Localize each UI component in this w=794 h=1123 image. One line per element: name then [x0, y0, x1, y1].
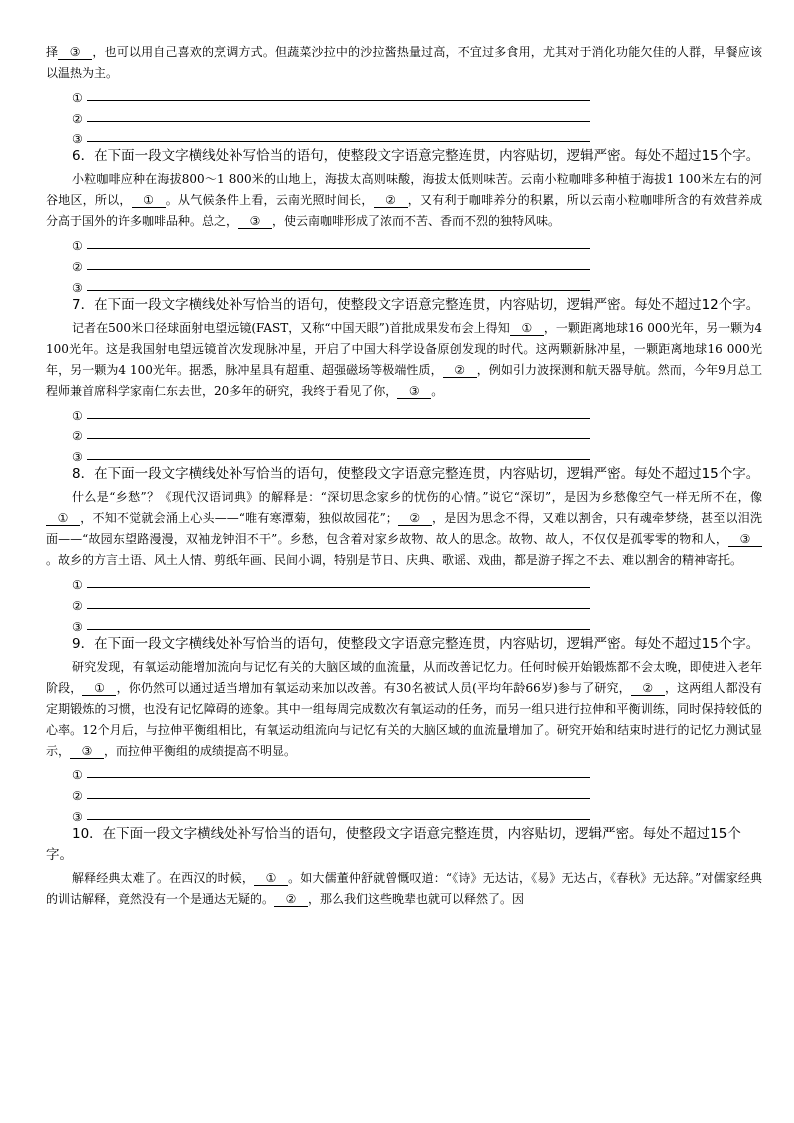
blank-3[interactable]: ③ — [397, 384, 431, 399]
answer-line-1[interactable]: ① — [46, 84, 762, 105]
blank-3[interactable]: ③ — [728, 532, 762, 547]
question-9-prompt: 9．在下面一段文字横线处补写恰当的语句，使整段文字语意完整连贯，内容贴切，逻辑严密。每处不超过15个字。 — [72, 635, 760, 652]
answer-line-3[interactable]: ③ — [46, 443, 762, 464]
blank-3[interactable]: ③ — [238, 214, 272, 229]
blank-1[interactable]: ① — [82, 681, 116, 696]
blank-1[interactable]: ① — [510, 321, 544, 336]
blank-1[interactable]: ① — [254, 871, 288, 886]
answer-line-3[interactable]: ③ — [46, 274, 762, 295]
blank-2[interactable]: ② — [274, 892, 308, 907]
question-10-prompt: 10．在下面一段文字横线处补写恰当的语句，使整段文字语意完整连贯，内容贴切，逻辑严密。每处不超过15个字。 — [46, 825, 741, 863]
answer-line-2[interactable]: ② — [46, 782, 762, 803]
answer-line-1[interactable]: ① — [46, 232, 762, 253]
blank-1[interactable]: ① — [132, 193, 166, 208]
question-6-prompt: 6．在下面一段文字横线处补写恰当的语句，使整段文字语意完整连贯，内容贴切，逻辑严密。每处不超过15个字。 — [72, 148, 760, 165]
answer-line-2[interactable]: ② — [46, 592, 762, 613]
intro-paragraph: 择 ③ ，也可以用自己喜欢的烹调方式。但蔬菜沙拉中的沙拉酱热量过高，不宜过多食用，尤其对于消化功能欠佳的人群，早餐应该以温热为主。 — [46, 45, 762, 80]
answer-line-3[interactable]: ③ — [46, 803, 762, 824]
answer-line-2[interactable]: ② — [46, 253, 762, 274]
question-7-passage: 记者在500米口径球面射电望远镜(FAST，又称“中国天眼”)首批成果发布会上得知 ① ，一颗距离地球16 000光年，另一颗为4 100光年。这是我国射电望远镜首次发现脉冲星，开启了中国大科学设备原创发现的时代。这两颗新脉冲星，一颗距离地球16 000光年，另一颗为4 100光年。据悉，脉冲星具有超重、超强磁场等极端性质， ② ，例如引力波探测和航天器导航。然而，今年9月总工程师兼首席科学家南仁东去世，20多年的研究，我终于看见了你， ③ 。 — [46, 320, 763, 398]
answer-line-2[interactable]: ② — [46, 423, 762, 444]
question-6-passage: 小粒咖啡应种在海拔800～1 800米的山地上，海拔太高则味酸，海拔太低则味苦。云南小粒咖啡多种植于海拔1 100米左右的河谷地区，所以， ① 。从气候条件上看，云南光照时间长， ② ，又有利于咖啡养分的积累，所以云南小粒咖啡所含的有效营养成分高于国外的许多咖啡品种。总之， ③ ，使云南咖啡形成了浓而不苦、香而不烈的独特风味。 — [46, 172, 762, 229]
question-8-prompt: 8．在下面一段文字横线处补写恰当的语句，使整段文字语意完整连贯，内容贴切，逻辑严密。每处不超过15个字。 — [72, 466, 760, 483]
question-10-passage: 解释经典太难了。在西汉的时候， ① 。如大儒董仲舒就曾慨叹道：“《诗》无达诂，《易》无达占，《春秋》无达辞。”对儒家经典的训诂解释，竟然没有一个是通达无疑的。 ② ，那么我们这些晚辈也就可以释然了。因 — [46, 870, 762, 906]
question-8-passage: 什么是“乡愁”？《现代汉语词典》的解释是：“深切思念家乡的忧伤的心情。”说它“深切”，是因为乡愁像空气一样无所不在，像① ，不知不觉就会涌上心头——“唯有寒潭菊，独似故园花”； ② ，是因为思念不得，又难以割舍，只有魂牵梦绕，甚至以泪洗面——“故园东望路漫漫，双袖龙钟泪不干”。乡愁，包含着对家乡故物、故人的思念。故物、故人，不仅仅是孤零零的物和人， ③。故乡的方言土语、风土人情、剪纸年画、民间小调，特别是节日、庆典、歌谣、戏曲，都是游子挥之不去、难以割舍的精神寄托。 — [46, 490, 762, 568]
answer-line-3[interactable]: ③ — [46, 613, 762, 634]
blank-2[interactable]: ② — [631, 681, 665, 696]
blank-1[interactable]: ① — [46, 511, 80, 526]
answer-line-1[interactable]: ① — [46, 571, 762, 592]
blank-2[interactable]: ② — [398, 511, 432, 526]
blank-3[interactable]: ③ — [70, 744, 104, 759]
blank-2[interactable]: ② — [374, 193, 408, 208]
blank-3[interactable]: ③ — [58, 45, 92, 60]
answer-line-3[interactable]: ③ — [46, 126, 762, 147]
answer-line-1[interactable]: ① — [46, 762, 762, 783]
answer-line-2[interactable]: ② — [46, 105, 762, 126]
question-9-passage: 研究发现，有氧运动能增加流向与记忆有关的大脑区域的血流量，从而改善记忆力。任何时候开始锻炼都不会太晚，即使进入老年阶段， ① ，你仍然可以通过适当增加有氧运动来加以改善。有30名被试人员(平均年龄66岁)参与了研究， ② ，这两组人都没有定期锻炼的习惯，也没有记忆障碍的迹象。其中一组每周完成数次有氧运动的任务，而另一组只进行拉伸和平衡训练，同时保持较低的心率。12个月后，与拉伸平衡组相比，有氧运动组流向与记忆有关的大脑区域的血流量增加了。研究开始和结束时进行的记忆力测试显示， ③ ，而拉伸平衡组的成绩提高不明显。 — [46, 659, 762, 758]
question-7-prompt: 7．在下面一段文字横线处补写恰当的语句，使整段文字语意完整连贯，内容贴切，逻辑严密。每处不超过12个字。 — [72, 296, 760, 313]
worksheet-page — [46, 42, 762, 910]
blank-2[interactable]: ② — [443, 363, 477, 378]
answer-line-1[interactable]: ① — [46, 402, 762, 423]
